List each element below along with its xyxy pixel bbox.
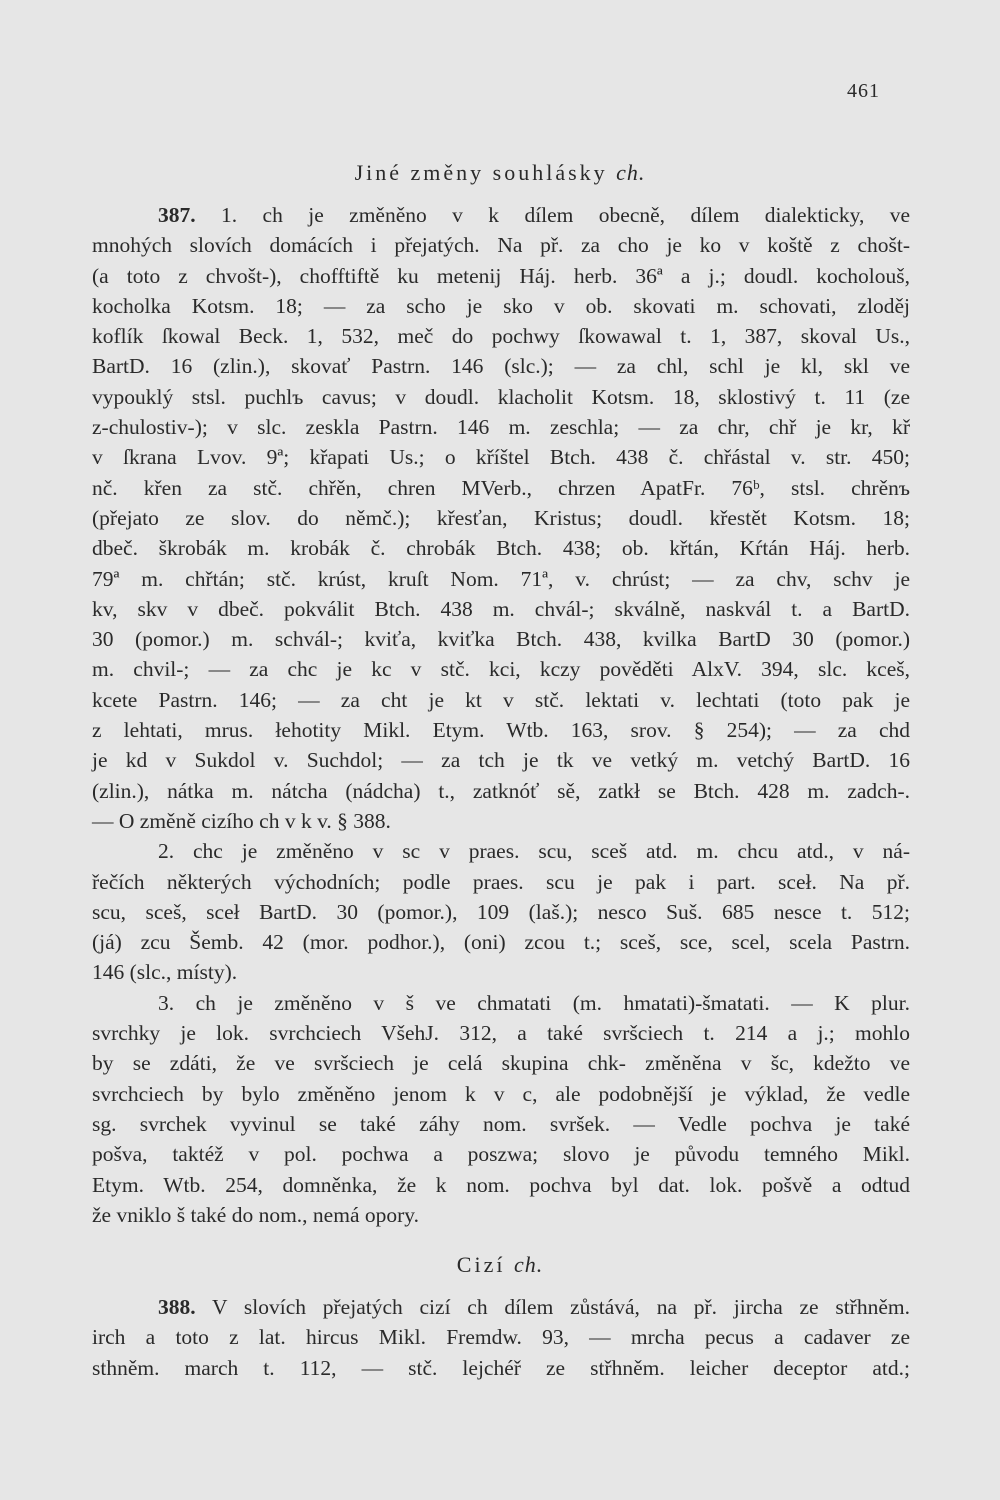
section-heading-other-changes [0, 160, 1000, 186]
text-line: kcete Pastrn. 146; — za cht je kt v stč. lektati v. lechtati (toto pak je [92, 687, 910, 712]
section-number: 387. [158, 203, 196, 227]
text-line: vypouklý stsl. puchlъ cavus; v doudl. klacholit Kotsm. 18, sklostivý t. 11 (ze [92, 384, 910, 409]
text-line: řečích některých východních; podle praes. scu je pak i part. sceł. Na př. [92, 869, 910, 894]
text-line: (přejato ze slov. do němč.); křesťan, Kristus; doudl. křestět Kotsm. 18; [92, 505, 910, 530]
text-line: sg. svrchek vyvinul se také záhy nom. svršek. — Vedle pochva je také [92, 1111, 910, 1136]
text-line: 79ª m. chřtán; stč. krúst, kruſt Nom. 71ª, v. chrúst; — za chv, schv je [92, 566, 910, 591]
text-line: svrchky je lok. svrchciech VšehJ. 312, a také svršciech t. 214 a j.; mohlo [92, 1021, 910, 1046]
text-line: m. chvil-; — za chc je kc v stč. kci, kczy pověděti AlxV. 394, slc. kceš, [92, 657, 910, 682]
text-line: — O změně cizího ch v k v. § 388. [92, 808, 391, 833]
heading-text: Cizí [456, 1252, 506, 1277]
paragraph-387-2 [92, 836, 910, 987]
text-line: sthněm. march t. 112, — stč. lejchéř ze střhněm. leicher deceptor atd.; [92, 1355, 910, 1380]
text-line-content: V slovích přejatých cizí ch dílem zůstává, na př. jircha ze střhněm. [212, 1295, 910, 1319]
text-line: kocholka Kotsm. 18; — za scho je sko v ob. skovati m. schovati, zloděj [92, 293, 910, 318]
page-number: 461 [847, 80, 880, 102]
text-line: z lehtati, mrus. łehotity Mikl. Etym. Wtb. 163, srov. § 254); — za chd [92, 718, 910, 743]
text-line: Etym. Wtb. 254, domněnka, že k nom. pochva byl dat. lok. pošvě a odtud [92, 1172, 910, 1197]
text-line: (zlin.), nátka m. nátcha (nádcha) t., zatknóť sě, zatkł se Btch. 428 m. zadch-. [92, 778, 910, 803]
section-number: 388. [158, 1295, 196, 1319]
text-line: mnohých slovích domácích i přejatých. Na př. za cho je ko v koště z chošt- [92, 233, 910, 258]
text-line: 3. ch je změněno v š ve chmatati (m. hmatati)-šmatati. — K plur. [158, 990, 910, 1015]
text-line: kv, skv v dbeč. pokválit Btch. 438 m. chvál-; skválně, naskvál t. a BartD. [92, 596, 910, 621]
text-line: svrchciech by bylo změněno jenom k v c, ale podobnější je výklad, že vedle [92, 1081, 910, 1106]
text-line: irch a toto z lat. hircus Mikl. Fremdw. 93, — mrcha pecus a cadaver ze [92, 1325, 910, 1350]
text-line: (já) zcu Šemb. 42 (mor. podhor.), (oni) zcou t.; sceš, sce, scel, scela Pastrn. [92, 930, 910, 955]
text-line: scu, sceš, sceł BartD. 30 (pomor.), 109 (laš.); nesco Suš. 685 nesce t. 512; [92, 899, 910, 924]
heading-italic: ch. [513, 1252, 544, 1277]
text-line: by se zdáti, že ve svršciech je celá skupina chk- změněna v šc, kdežto ve [92, 1051, 910, 1076]
paragraph-387-3 [92, 988, 910, 1230]
text-line: nč. křen za stč. chřěn, chren MVerb., chrzen ApatFr. 76ᵇ, stsl. chrěnъ [92, 475, 910, 500]
section-388 [92, 1292, 910, 1383]
text-line-content: 1. ch je změněno v k dílem obecně, dílem dialekticky, ve [221, 203, 911, 227]
section-heading-foreign-ch [0, 1252, 1000, 1278]
text-line: že vniklo š také do nom., nemá opory. [92, 1202, 420, 1227]
text-line: z-chulostiv-); v slc. zeskla Pastrn. 146 m. zeschla; — za chr, chř je kr, kř [92, 415, 910, 440]
text-line: v ſkrana Lvov. 9ª; křapati Us.; o kříštel Btch. 438 č. chřástal v. str. 450; [92, 445, 910, 470]
text-line: 2. chc je změněno v sc v praes. scu, sceš atd. m. chcu atd., v ná- [158, 839, 910, 864]
heading-text: Jiné změny souhlásky [354, 160, 608, 185]
section-387 [92, 200, 910, 1230]
text-line: BartD. 16 (zlin.), skovať Pastrn. 146 (slc.); — za chl, schl je kl, skl ve [92, 354, 910, 379]
text-line [92, 1292, 910, 1322]
text-line: pošva, taktéž v pol. pochwa a poszwa; slovo je původu temného Mikl. [92, 1142, 910, 1167]
text-line: 146 (slc., místy). [92, 960, 238, 985]
text-line: je kd v Sukdol v. Suchdol; — za tch je tk ve vetký m. vetchý BartD. 16 [92, 748, 910, 773]
text-line: dbeč. škrobák m. krobák č. chrobák Btch. 438; ob. křtán, Kŕtán Háj. herb. [92, 536, 910, 561]
paragraph-387-1 [92, 200, 910, 836]
text-line: (a toto z chvošt-), chofftiftě ku metenij Háj. herb. 36ª a j.; doudl. kocholouš, [92, 263, 910, 288]
text-line: koflík ſkowal Beck. 1, 532, meč do pochwy ſkowawal t. 1, 387, skoval Us., [92, 324, 910, 349]
text-line [92, 200, 910, 230]
heading-italic: ch. [616, 160, 646, 185]
text-line: 30 (pomor.) m. schvál-; kviťa, kviťka Btch. 438, kvilka BartD 30 (pomor.) [92, 627, 910, 652]
